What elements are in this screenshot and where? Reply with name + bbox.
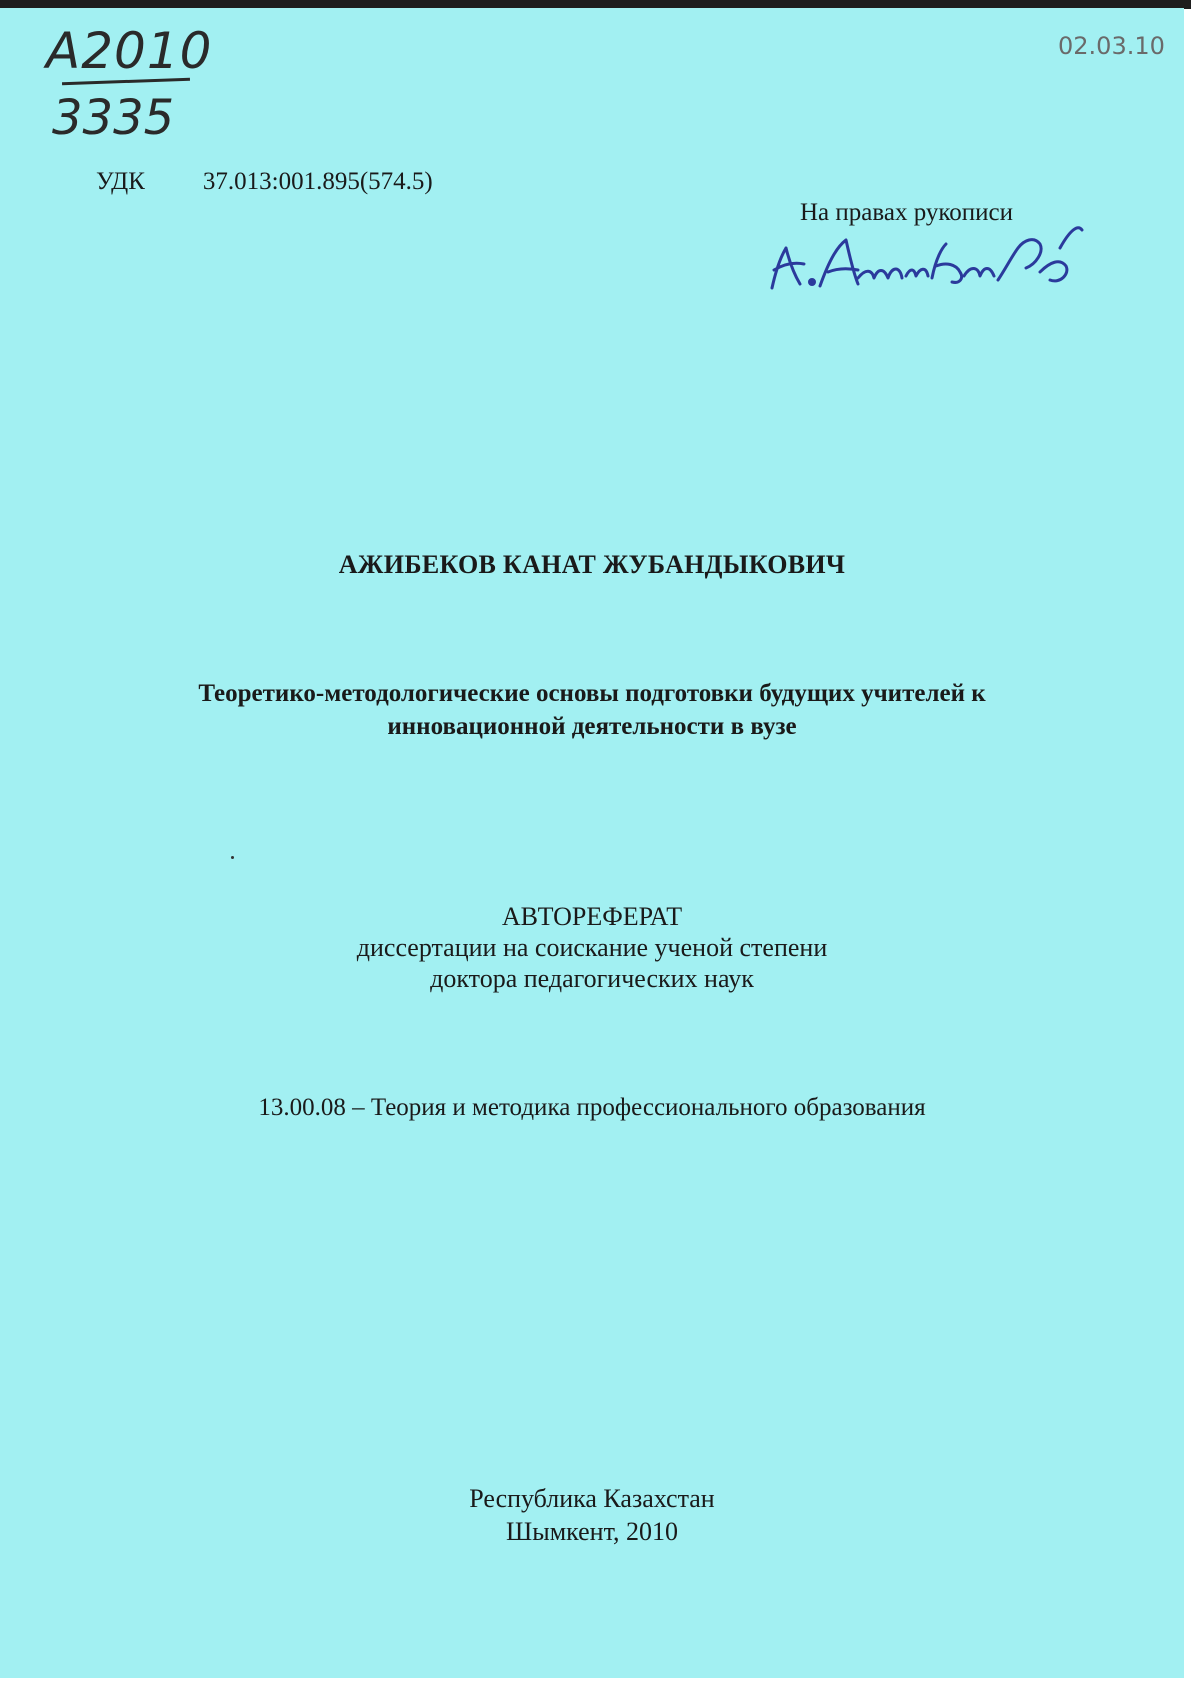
document-type-line: доктора педагогических наук <box>430 964 754 993</box>
title-line: Теоретико-методологические основы подготовки будущих учителей к <box>198 680 986 707</box>
handwritten-archive-number: 3335 <box>52 90 175 146</box>
author-name: АЖИБЕКОВ КАНАТ ЖУБАНДЫКОВИЧ <box>338 550 846 579</box>
rights-notice: На правах рукописи <box>800 199 1013 226</box>
udk-line <box>96 168 433 196</box>
document-type-line: диссертации на соискание ученой степени <box>356 933 828 962</box>
author-signature <box>760 218 1090 308</box>
document-type-name: АВТОРЕФЕРАТ <box>501 902 683 931</box>
country: Республика Казахстан <box>469 1484 715 1513</box>
handwritten-archive-code: А2010 <box>46 22 213 80</box>
document-type <box>0 901 1184 994</box>
udk-code: 37.013:001.895(574.5) <box>202 168 433 195</box>
specialty-code: 13.00.08 – Теория и методика профессионального образования <box>258 1094 926 1121</box>
title-line: инновационной деятельности в вузе <box>387 713 797 740</box>
udk-label: УДК <box>96 168 145 195</box>
handwritten-date: 02.03.10 <box>1058 32 1165 60</box>
place-and-year <box>0 1482 1184 1548</box>
scan-speck <box>231 856 234 859</box>
title-page <box>0 8 1184 1678</box>
dissertation-title <box>0 677 1184 743</box>
city-year: Шымкент, 2010 <box>506 1517 678 1546</box>
